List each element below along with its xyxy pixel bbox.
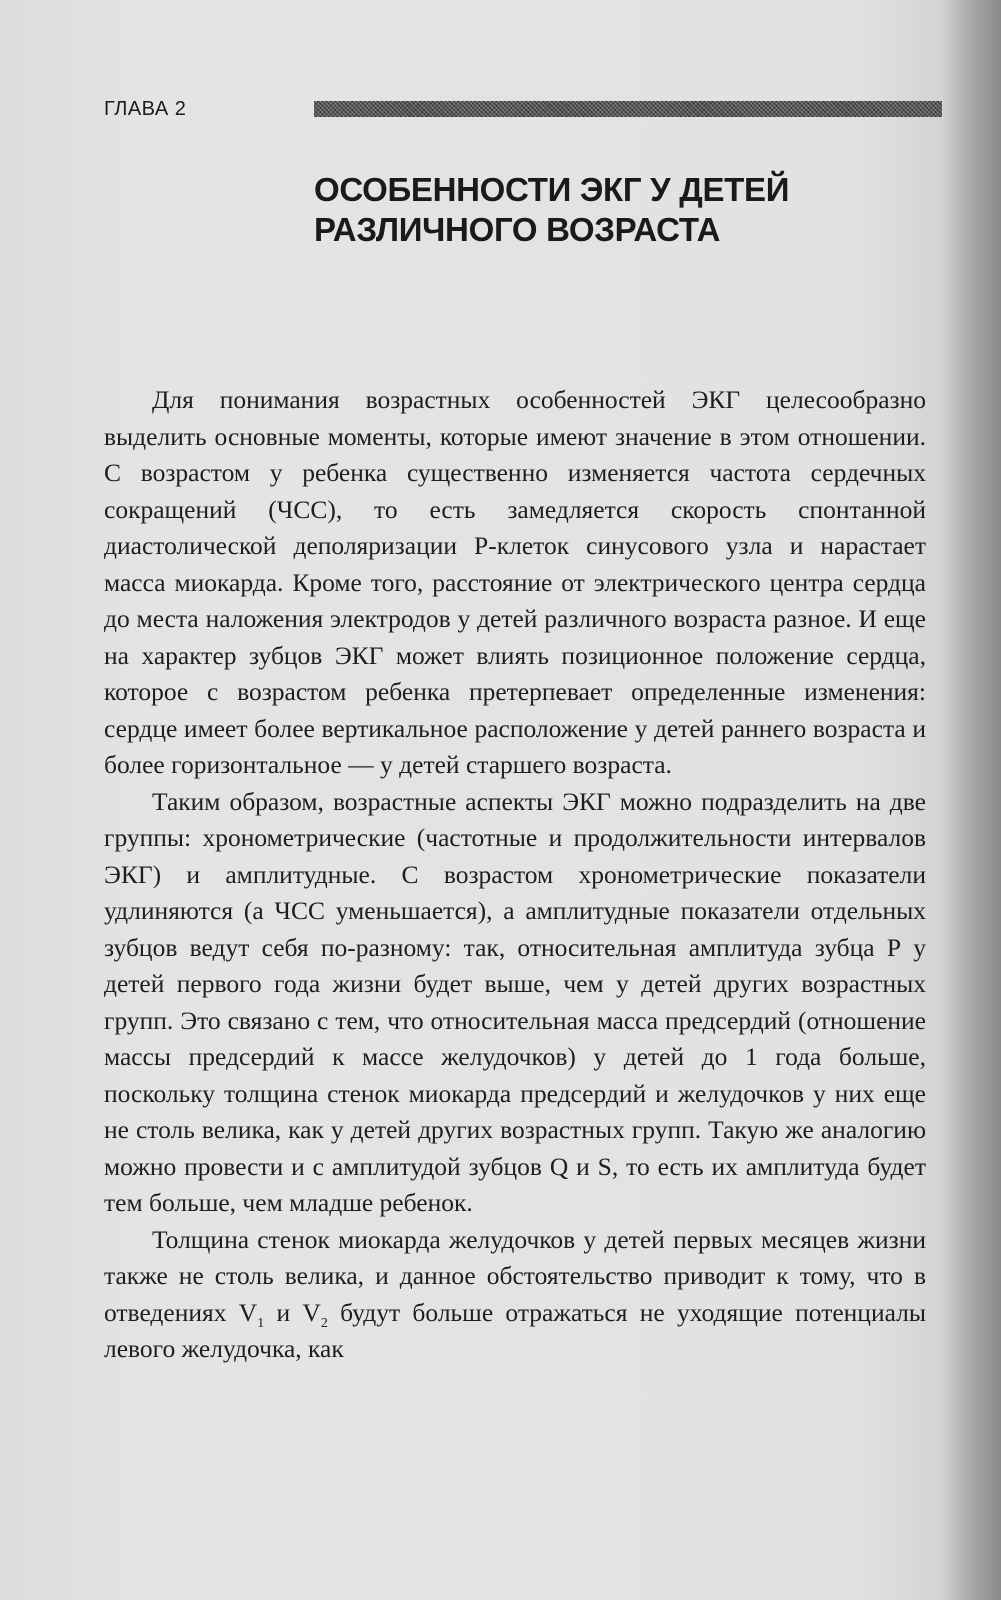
- section-title-line-2: РАЗЛИЧНОГО ВОЗРАСТА: [314, 211, 721, 248]
- header-decorative-bar: [314, 101, 942, 117]
- paragraph-3-part-1: Толщина стенок миокарда желудочков у детей первых месяцев жизни также не столь велика, и данное обстоятельство приводит к тому, что в отведениях V: [104, 1224, 926, 1327]
- paragraph-1: Для понимания возрастных особенностей ЭКГ целесообразно выделить основные моменты, которые имеют значение в этом отношении. С возрастом у ребенка существенно изменяется частота сердечных сокращений (ЧСС), то есть замедляется скорость спонтанной диастолической деполяризации Р-клеток синусового узла и нарастает масса миокарда. Кроме того, расстояние от электрического центра сердца до места наложения электродов у детей различного возраста разное. И еще на характер зубцов ЭКГ может влиять позиционное положение сердца, которое с возрастом ребенка претерпевает определенные изменения: сердце имеет более вертикальное расположение у детей раннего возраста и более горизонтальное — у детей старшего возраста.: [104, 385, 926, 779]
- chapter-label: ГЛАВА 2: [104, 98, 187, 120]
- running-header: [104, 96, 944, 124]
- paragraph-3-part-2: и V: [264, 1297, 321, 1327]
- section-title-line-1: ОСОБЕННОСТИ ЭКГ У ДЕТЕЙ: [314, 171, 790, 208]
- section-title: [314, 170, 789, 250]
- paragraph-2: Таким образом, возрастные аспекты ЭКГ можно подразделить на две группы: хронометрические (частотные и продолжительности интервалов ЭКГ) и амплитудные. С возрастом хронометрические показатели удлиняются (а ЧСС уменьшается), а амплитудные показатели отдельных зубцов ведут себя по-разному: так, относительная амплитуда зубца Р у детей первого года жизни будет выше, чем у детей других возрастных групп. Это связано с тем, что относительная масса предсердий (отношение массы предсердий к массе желудочков) у детей до 1 года больше, поскольку толщина стенок миокарда предсердий и желудочков у них еще не столь велика, как у детей других возрастных групп. Такую же аналогию можно провести и с амплитудой зубцов Q и S, то есть их амплитуда будет тем больше, чем младше ребенок.: [104, 786, 926, 1217]
- paragraph-3-part-3: будут больше отражаться не уходящие потенциалы левого желудочка, как: [104, 1297, 926, 1363]
- lead-v2-subscript: 2: [320, 1315, 328, 1331]
- body-text: [104, 382, 926, 1368]
- lead-v1-subscript: 1: [257, 1315, 265, 1331]
- paragraph-3: [104, 1222, 926, 1368]
